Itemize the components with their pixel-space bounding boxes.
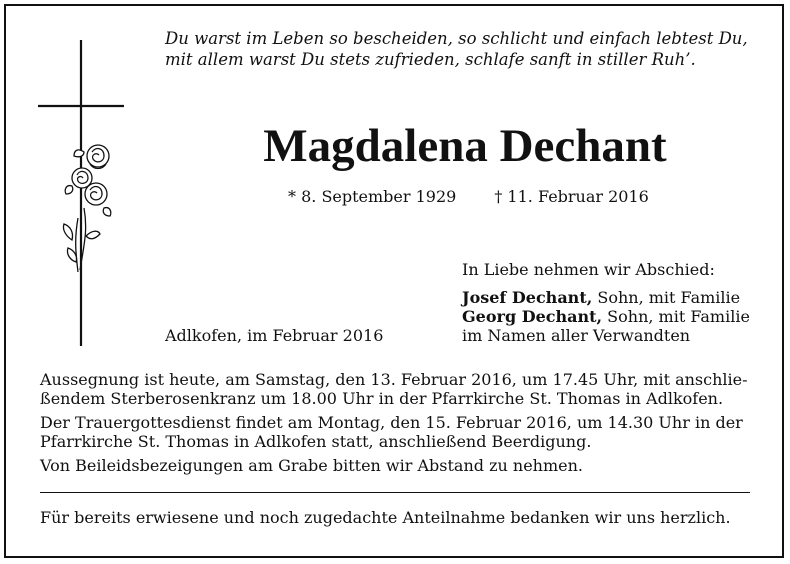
text-line: ßendem Sterberosenkranz um 18.00 Uhr in der Pfarrkirche St. Thomas in Adlkofen. [40, 389, 724, 408]
family-member-relation: Sohn, mit Familie [592, 288, 741, 307]
mass-paragraph [40, 413, 752, 451]
text-line: Der Trauergottesdienst findet am Montag, den 15. Februar 2016, um 14.30 Uhr in der [40, 413, 743, 432]
thank-you-note: Für bereits erwiesene und noch zugedachte Anteilnahme bedanken wir uns herzlich. [40, 508, 731, 527]
birth-date: * 8. September 1929 [288, 187, 457, 206]
deceased-name: Magdalena Dechant [263, 120, 667, 172]
life-dates [288, 187, 649, 207]
family-member [462, 307, 750, 326]
death-date: † 11. Februar 2016 [494, 187, 649, 206]
family-member-name: Josef Dechant, [462, 288, 593, 307]
funeral-blessing-paragraph [40, 370, 752, 408]
verse-line-1: Du warst im Leben so bescheiden, so schlicht und einfach lebtest Du, [165, 29, 748, 48]
family-member [462, 288, 750, 307]
condolence-note: Von Beileidsbezeigungen am Grabe bitten wir Abstand zu nehmen. [40, 456, 584, 475]
family-member-name: Georg Dechant, [462, 307, 603, 326]
cross-with-roses-icon [38, 40, 124, 346]
text-line: Aussegnung ist heute, am Samstag, den 13. Februar 2016, um 17.45 Uhr, mit anschlie- [40, 370, 748, 389]
family-closing: im Namen aller Verwandten [462, 326, 691, 345]
text-line: Pfarrkirche St. Thomas in Adlkofen statt, anschließend Beerdigung. [40, 432, 592, 451]
place-and-date: Adlkofen, im Februar 2016 [165, 326, 384, 345]
family-member-relation: Sohn, mit Familie [602, 307, 750, 326]
service-information [40, 370, 752, 480]
family-list [462, 288, 750, 345]
verse-line-2: mit allem warst Du stets zufrieden, schlafe sanft in stiller Ruh’. [165, 50, 696, 69]
farewell-heading: In Liebe nehmen wir Abschied: [462, 260, 715, 279]
divider [40, 492, 750, 493]
memorial-verse [165, 28, 765, 70]
